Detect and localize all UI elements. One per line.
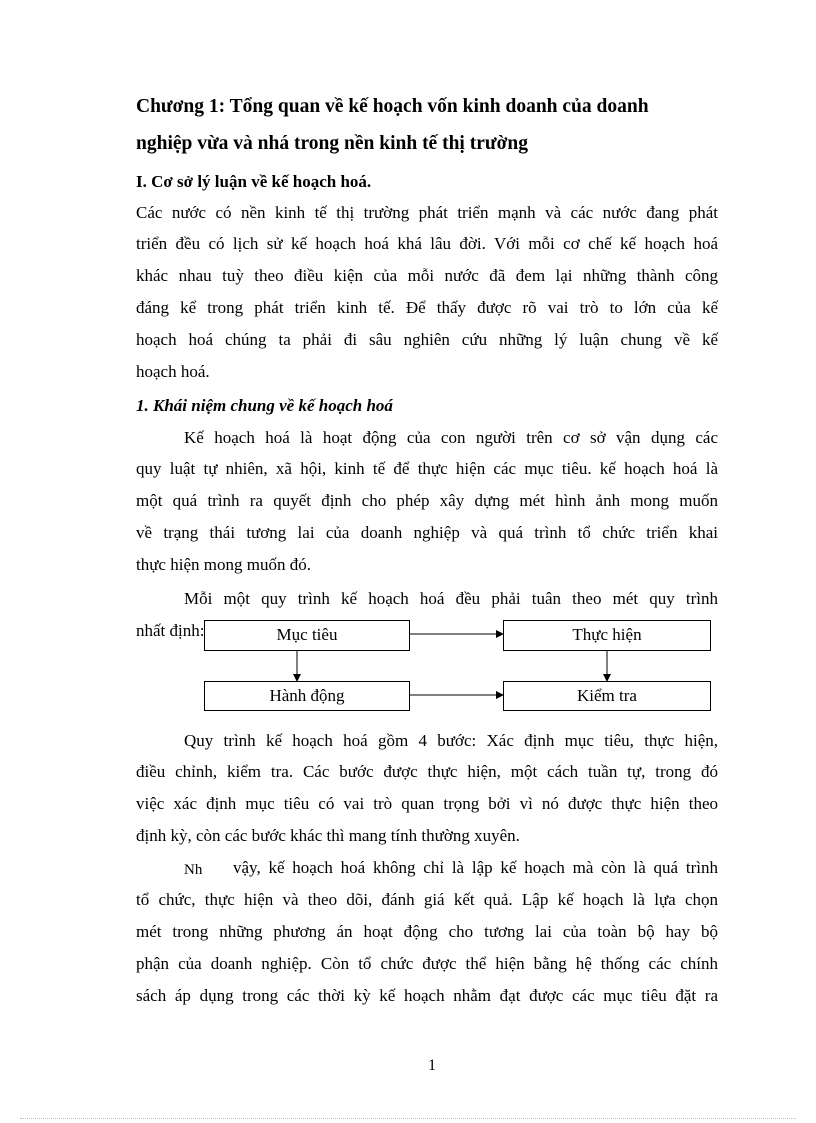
- chapter-title-line-1: Chương 1: Tổng quan về kế hoạch vốn kinh doanh của doanh: [136, 96, 649, 117]
- diagram-box-kiem-tra: Kiểm tra: [503, 681, 711, 711]
- diagram-box-thuc-hien: Thực hiện: [503, 620, 711, 651]
- paragraph-line: khác nhau tuỳ theo điều kiện của mỗi nước đã đem lại những thành công: [136, 266, 718, 285]
- paragraph-line: phận của doanh nghiệp. Còn tổ chức được thể hiện bằng hệ thống các chính: [136, 954, 718, 973]
- paragraph-line: điều chỉnh, kiểm tra. Các bước được thực hiện, một cách tuần tự, trong đó: [136, 762, 718, 781]
- paragraph-line: thực hiện mong muốn đó.: [136, 555, 311, 574]
- paragraph-line: Kế hoạch hoá là hoạt động của con người trên cơ sở vận dụng các: [184, 428, 718, 447]
- paragraph-line: đáng kể trong phát triển kinh tế. Để thấy được rõ vai trò to lớn của kế: [136, 298, 718, 317]
- paragraph-line: Quy trình kế hoạch hoá gồm 4 bước: Xác định mục tiêu, thực hiện,: [184, 731, 718, 750]
- paragraph-first-word: Nh: [184, 862, 203, 878]
- section-heading: I. Cơ sở lý luận về kế hoạch hoá.: [136, 172, 372, 191]
- page-bottom-divider: [20, 1118, 796, 1119]
- paragraph-line: hoạch hoá.: [136, 362, 210, 381]
- paragraph-line: Các nước có nền kinh tế thị trường phát triển mạnh và các nước đang phát: [136, 203, 718, 222]
- chapter-title-line-2: nghiệp vừa và nhá trong nền kinh tế thị trường: [136, 133, 528, 154]
- paragraph-line: mét trong những phương án hoạt động cho tương lai của toàn bộ hay bộ: [136, 922, 718, 941]
- paragraph-line: sách áp dụng trong các thời kỳ kế hoạch nhằm đạt được các mục tiêu đặt ra: [136, 986, 718, 1005]
- paragraph-line: triển đều có lịch sử kế hoạch hoá khá lâu đời. Với mỗi cơ chế kế hoạch hoá: [136, 234, 718, 253]
- diagram-box-hanh-dong: Hành động: [204, 681, 410, 711]
- paragraph-line: định kỳ, còn các bước khác thì mang tính thường xuyên.: [136, 826, 520, 845]
- paragraph-line: quy luật tự nhiên, xã hội, kinh tế để thực hiện các mục tiêu. kế hoạch hoá là: [136, 459, 718, 478]
- paragraph-line: một quá trình ra quyết định cho phép xây dựng mét hình ảnh mong muốn: [136, 491, 718, 510]
- paragraph-line: tổ chức, thực hiện và theo dõi, đánh giá kết quả. Lập kế hoạch là lựa chọn: [136, 890, 718, 909]
- paragraph-line: hoạch hoá chúng ta phải đi sâu nghiên cứu những lý luận chung về kế: [136, 330, 718, 349]
- paragraph-line: vậy, kế hoạch hoá không chỉ là lập kế hoạch mà còn là quá trình: [233, 858, 718, 877]
- paragraph-line: việc xác định mục tiêu có vai trò quan trọng bởi vì nó được thực hiện theo: [136, 794, 718, 813]
- diagram-box-muc-tieu: Mục tiêu: [204, 620, 410, 651]
- paragraph-line: Mỗi một quy trình kế hoạch hoá đều phải tuân theo mét quy trình: [184, 589, 718, 608]
- subsection-heading: 1. Khái niệm chung về kế hoạch hoá: [136, 396, 393, 415]
- paragraph-line: nhất định:: [136, 621, 205, 640]
- paragraph-line: về trạng thái tương lai của doanh nghiệp và quá trình tổ chức triển khai: [136, 523, 718, 542]
- page-number: 1: [428, 1057, 436, 1074]
